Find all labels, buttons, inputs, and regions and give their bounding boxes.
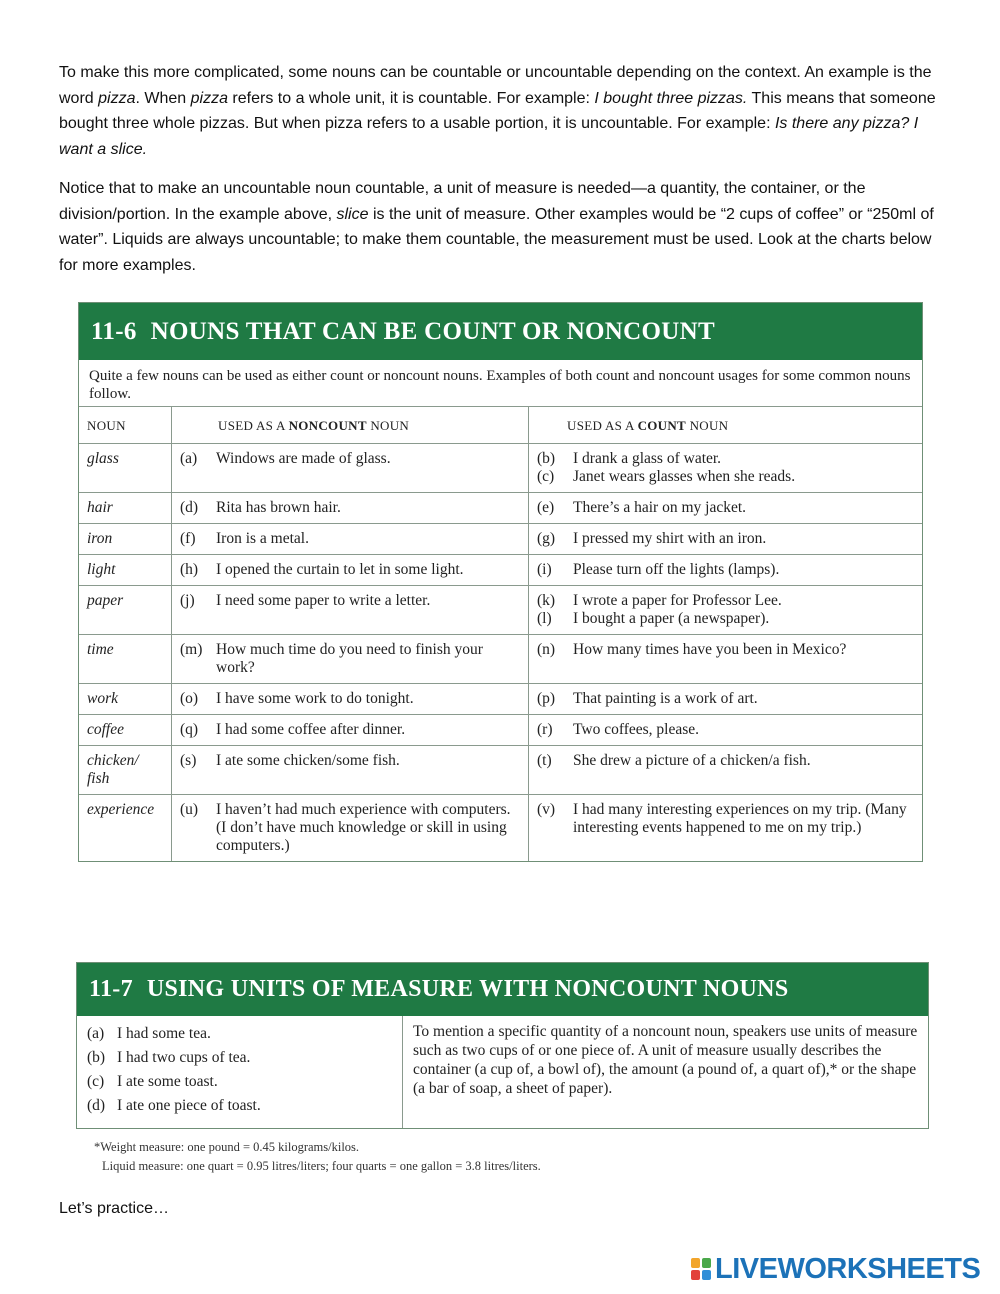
- measure-explanation: To mention a specific quantity of a noncount noun, speakers use units of measure such as two cups of or one piece of. A unit of measure usually describes the container (a cup of, a bowl of), the amount (a pound of, a quart of),* or the shape (a bar of soap, a sheet of paper).: [413, 1023, 918, 1097]
- example-label: (j): [180, 592, 195, 609]
- noun-cell: paper: [79, 586, 172, 635]
- example-text: I opened the curtain to let in some light.: [216, 561, 464, 578]
- noun-cell: light: [79, 555, 172, 586]
- count-cell: [529, 586, 923, 635]
- noun-cell: time: [79, 635, 172, 684]
- example: [537, 721, 914, 739]
- measure-example: [87, 1072, 392, 1091]
- measure-example: [87, 1096, 392, 1115]
- example: [537, 468, 914, 486]
- header-text: USED AS A: [567, 418, 638, 433]
- header-text: NOUN: [366, 418, 410, 433]
- table-row: [79, 635, 922, 684]
- count-cell: [529, 635, 923, 684]
- noun-cell: iron: [79, 524, 172, 555]
- measure-example: [87, 1048, 392, 1067]
- header-text: NOUN: [686, 418, 729, 433]
- footnote: [94, 1138, 541, 1176]
- example-label: (m): [180, 641, 203, 658]
- example-label: (r): [537, 721, 553, 738]
- example-label: (b): [87, 1049, 106, 1066]
- nouns-table: [79, 407, 922, 861]
- logo-tile: [702, 1270, 711, 1280]
- intro-paragraph-2: [59, 176, 949, 278]
- example: [180, 641, 520, 677]
- noun-cell: chicken/ fish: [79, 746, 172, 795]
- noun-cell: experience: [79, 795, 172, 862]
- example-label: (g): [537, 530, 556, 547]
- logo-tile: [691, 1270, 700, 1280]
- example-word: pizza: [98, 89, 136, 107]
- count-cell: [529, 795, 923, 862]
- text-run: Notice that to make an uncountable noun countable, a unit of measure is needed—a quantity, the container, or the division/portion. In the example above,: [59, 180, 866, 223]
- example-text: Two coffees, please.: [573, 721, 700, 738]
- example-text: She drew a picture of a chicken/a fish.: [573, 752, 811, 769]
- chart-11-7: [76, 962, 929, 1129]
- text-run: This means that someone bought three whole pizzas. But when pizza refers to a usable portion, it is uncountable. For example:: [59, 89, 936, 133]
- example-label: (q): [180, 721, 199, 738]
- liveworksheets-logo: [691, 1253, 980, 1285]
- measure-example: [87, 1024, 392, 1043]
- example-label: (a): [180, 450, 198, 467]
- example: [537, 592, 914, 610]
- example-text: I ate one piece of toast.: [117, 1097, 261, 1114]
- example: [180, 450, 520, 468]
- table-row: [79, 493, 922, 524]
- example: [180, 752, 520, 770]
- text-run: refers to a whole unit, it is countable. For example:: [227, 89, 595, 107]
- example-text: I ate some toast.: [117, 1073, 218, 1090]
- example: [180, 721, 520, 739]
- example: [180, 801, 520, 855]
- example-text: How much time do you need to finish your work?: [216, 641, 483, 676]
- example-sentence: I bought three pizzas.: [594, 89, 748, 107]
- example-text: I need some paper to write a letter.: [216, 592, 431, 609]
- example-text: Please turn off the lights (lamps).: [573, 561, 780, 578]
- measure-examples: [77, 1016, 403, 1128]
- table-row: [79, 746, 922, 795]
- example: [537, 801, 914, 837]
- text-run: . When: [135, 89, 191, 107]
- example-word: slice: [336, 205, 369, 223]
- example-text: Iron is a metal.: [216, 530, 309, 547]
- noncount-cell: [172, 684, 529, 715]
- noncount-cell: [172, 795, 529, 862]
- example-text: I wrote a paper for Professor Lee.: [573, 592, 782, 609]
- chart-number: 11-7: [89, 976, 133, 1002]
- chart-11-6: [78, 302, 923, 862]
- example: [180, 690, 520, 708]
- count-cell: [529, 444, 923, 493]
- example-label: (v): [537, 801, 556, 818]
- noncount-cell: [172, 635, 529, 684]
- chart-11-7-header: [77, 963, 928, 1016]
- example-label: (e): [537, 499, 555, 516]
- chart-11-6-intro: Quite a few nouns can be used as either count or noncount nouns. Examples of both count and noncount usages for some common nouns follow.: [79, 360, 922, 407]
- example-text: Windows are made of glass.: [216, 450, 391, 467]
- example-text: I have some work to do tonight.: [216, 690, 414, 707]
- example-label: (o): [180, 690, 199, 707]
- example: [180, 592, 520, 610]
- header-noncount: [172, 407, 529, 444]
- count-cell: [529, 493, 923, 524]
- logo-text: LIVEWORKSHEETS: [715, 1252, 981, 1285]
- chart-title: NOUNS THAT CAN BE COUNT OR NONCOUNT: [150, 318, 715, 345]
- table-row: [79, 684, 922, 715]
- header-noun: NOUN: [87, 418, 126, 433]
- count-cell: [529, 555, 923, 586]
- example-label: (a): [87, 1025, 105, 1042]
- example-text: I had many interesting experiences on my trip. (Many interesting events happened to me on my trip.): [573, 801, 907, 836]
- count-cell: [529, 524, 923, 555]
- chart-11-7-body: [77, 1016, 928, 1128]
- noncount-cell: [172, 444, 529, 493]
- example-label: (c): [87, 1073, 105, 1090]
- example-word: pizza: [190, 89, 228, 107]
- example-label: (k): [537, 592, 556, 609]
- noun-cell: work: [79, 684, 172, 715]
- example-text: There’s a hair on my jacket.: [573, 499, 747, 516]
- example-label: (n): [537, 641, 556, 658]
- count-cell: [529, 746, 923, 795]
- noun-cell: glass: [79, 444, 172, 493]
- chart-11-6-header: [79, 303, 922, 360]
- intro-paragraph-1: [59, 60, 949, 162]
- count-cell: [529, 715, 923, 746]
- example: [180, 561, 520, 579]
- example: [537, 499, 914, 517]
- example-label: (d): [87, 1097, 106, 1114]
- footnote-liquid: Liquid measure: one quart = 0.95 litres/liters; four quarts = one gallon = 3.8 litres/liters.: [102, 1159, 541, 1173]
- noun-cell: hair: [79, 493, 172, 524]
- table-row: [79, 444, 922, 493]
- example: [537, 450, 914, 468]
- example: [180, 530, 520, 548]
- noun-cell: coffee: [79, 715, 172, 746]
- header-count: [529, 407, 923, 444]
- noncount-cell: [172, 524, 529, 555]
- example: [537, 641, 914, 659]
- text-run: is the unit of measure. Other examples would be “2 cups of coffee” or “250ml of water”. Liquids are always uncountable; to make them countable, the measurement must be used. Look at the charts below for more examples.: [59, 205, 934, 274]
- example-label: (t): [537, 752, 552, 769]
- noncount-cell: [172, 555, 529, 586]
- example: [537, 690, 914, 708]
- footnote-weight: *Weight measure: one pound = 0.45 kilograms/kilos.: [94, 1140, 360, 1154]
- example-text: Rita has brown hair.: [216, 499, 341, 516]
- example-label: (b): [537, 450, 556, 467]
- noncount-cell: [172, 746, 529, 795]
- count-cell: [529, 684, 923, 715]
- header-text: USED AS A: [218, 418, 289, 433]
- chart-title: USING UNITS OF MEASURE WITH NONCOUNT NOUNS: [146, 976, 789, 1002]
- example: [180, 499, 520, 517]
- example-text: I had two cups of tea.: [117, 1049, 251, 1066]
- table-row: [79, 715, 922, 746]
- example-label: (d): [180, 499, 199, 516]
- example: [537, 530, 914, 548]
- practice-label: Let’s practice…: [59, 1200, 169, 1217]
- example-label: (u): [180, 801, 199, 818]
- table-row: [79, 795, 922, 862]
- noncount-cell: [172, 715, 529, 746]
- header-text: COUNT: [637, 418, 687, 433]
- example-text: I ate some chicken/some fish.: [216, 752, 400, 769]
- table-header-row: [79, 407, 922, 444]
- noncount-cell: [172, 493, 529, 524]
- table-row: [79, 586, 922, 635]
- example-text: That painting is a work of art.: [573, 690, 758, 707]
- example-text: Janet wears glasses when she reads.: [573, 468, 796, 485]
- chart-number: 11-6: [91, 318, 137, 345]
- example-sentence: Is there any pizza? I want a slice.: [59, 115, 919, 158]
- example-text: I had some tea.: [117, 1025, 211, 1042]
- example-text: I haven’t had much experience with computers. (I don’t have much knowledge or skill in using computers.): [216, 801, 511, 854]
- example-label: (f): [180, 530, 196, 547]
- header-text: NONCOUNT: [288, 418, 367, 433]
- example-label: (i): [537, 561, 552, 578]
- example: [537, 752, 914, 770]
- example-text: I bought a paper (a newspaper).: [573, 610, 770, 627]
- example-label: (s): [180, 752, 197, 769]
- example-label: (l): [537, 610, 552, 627]
- example-text: I pressed my shirt with an iron.: [573, 530, 767, 547]
- logo-tile: [702, 1258, 711, 1268]
- logo-tile: [691, 1258, 700, 1268]
- example-label: (p): [537, 690, 556, 707]
- example-label: (h): [180, 561, 199, 578]
- noncount-cell: [172, 586, 529, 635]
- table-row: [79, 524, 922, 555]
- example-text: I drank a glass of water.: [573, 450, 722, 467]
- logo-tiles-icon: [691, 1258, 711, 1280]
- text-run: To make this more complicated, some nouns can be countable or uncountable depending on the context. An example is the word: [59, 64, 932, 107]
- example-text: I had some coffee after dinner.: [216, 721, 406, 738]
- example-text: How many times have you been in Mexico?: [573, 641, 847, 658]
- example: [537, 561, 914, 579]
- table-row: [79, 555, 922, 586]
- example-label: (c): [537, 468, 555, 485]
- example: [537, 610, 914, 628]
